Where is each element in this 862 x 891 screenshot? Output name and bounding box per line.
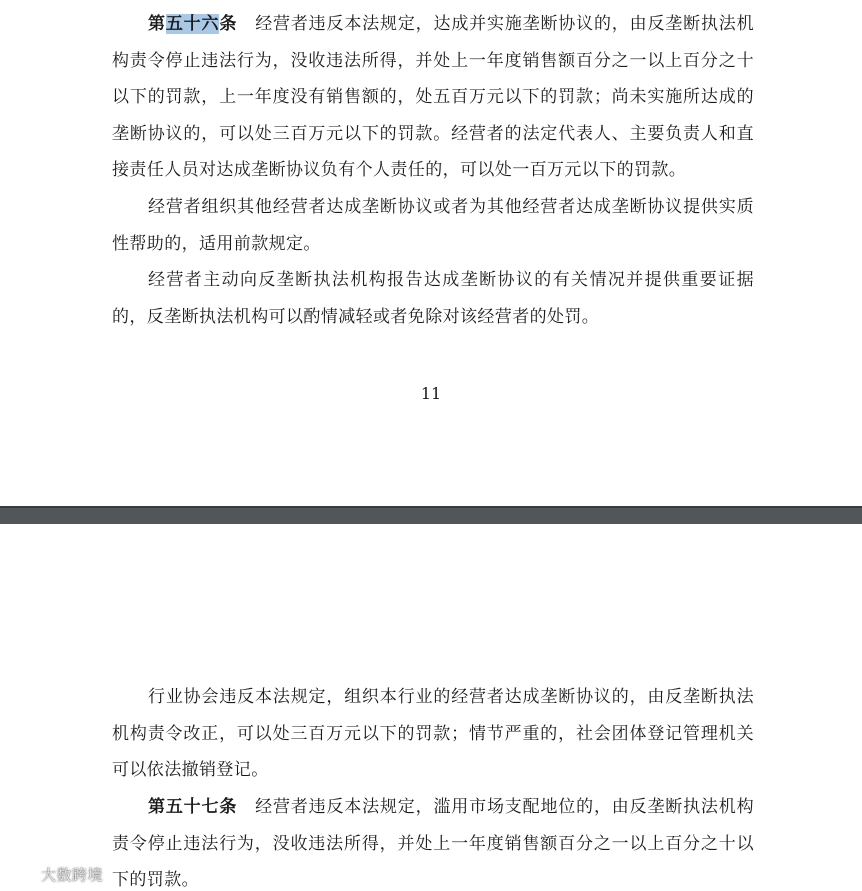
paragraph-3: 经营者主动向反垄断执法机构报告达成垄断协议的有关情况并提供重要证据的，反垄断执法机构可以酌情减轻或者免除对该经营者的处罚。 xyxy=(112,270,754,327)
article-56-paragraph xyxy=(112,6,754,189)
logo-icon xyxy=(6,866,38,882)
watermark-text: 大数跨境 xyxy=(41,866,104,884)
watermark xyxy=(6,864,103,885)
article-57-paragraph xyxy=(112,789,754,891)
article-56-heading: 第五十六条 xyxy=(148,14,238,34)
paragraph-2: 经营者组织其他经营者达成垄断协议或者为其他经营者达成垄断协议提供实质性帮助的，适用前款规定。 xyxy=(112,197,754,254)
document-page-12 xyxy=(0,524,862,891)
article-57-body: 经营者违反本法规定，滥用市场支配地位的，由反垄断执法机构责令停止违法行为，没收违法所得，并处上一年度销售额百分之一以上百分之十以下的罚款。 xyxy=(112,797,754,890)
selection-highlight[interactable]: 五十六 xyxy=(165,14,220,34)
page-separator xyxy=(0,506,862,524)
industry-association-paragraph: 行业协会违反本法规定，组织本行业的经营者达成垄断协议的，由反垄断执法机构责令改正，可以处三百万元以下的罚款；情节严重的，社会团体登记管理机关可以依法撤销登记。 xyxy=(112,687,754,780)
page-number: 11 xyxy=(420,384,442,403)
article-57-heading: 第五十七条 xyxy=(148,797,238,817)
article-56-body: 经营者违反本法规定，达成并实施垄断协议的，由反垄断执法机构责令停止违法行为，没收违法所得，并处上一年度销售额百分之一以上百分之十以下的罚款，上一年度没有销售额的，处五百万元以下的罚款；尚未实施所达成的垄断协议的，可以处三百万元以下的罚款。经营者的法定代表人、主要负责人和直接责任人员对达成垄断协议负有个人责任的，可以处一百万元以下的罚款。 xyxy=(112,14,755,180)
